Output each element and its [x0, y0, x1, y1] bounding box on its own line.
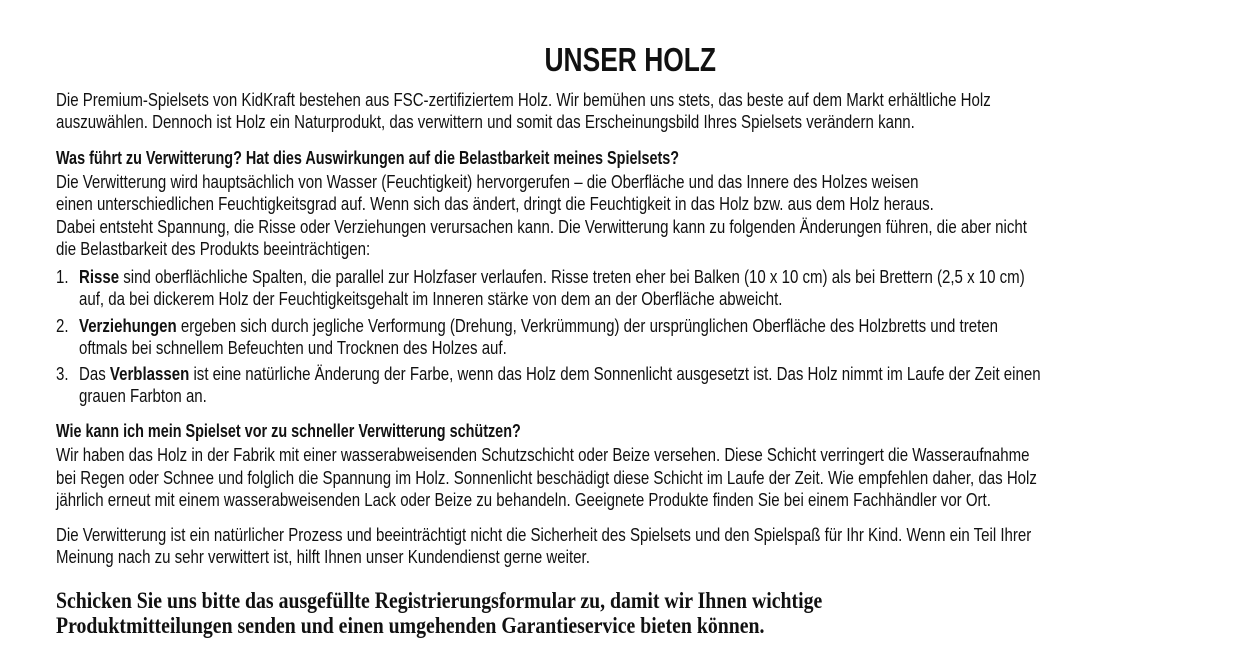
paragraph-text: die Belastbarkeit des Produkts beeinträchtigen:	[56, 239, 371, 259]
paragraph-text: Wir haben das Holz in der Fabrik mit einer wasserabweisenden Schutzschicht oder Beize versehen. Diese Schicht verringert die Wasseraufnahme	[56, 445, 1030, 465]
section-heading-text: Wie kann ich mein Spielset vor zu schneller Verwitterung schützen?	[56, 421, 521, 441]
section-heading-protection	[56, 420, 637, 442]
list-item-verblassen-cont	[79, 385, 232, 407]
list-text: ergeben sich durch jegliche Verformung (Drehung, Verkrümmung) der ursprünglichen Oberfläche des Holzbretts und treten	[176, 316, 998, 336]
list-number-text: 2.	[56, 316, 69, 336]
section1-line-1	[56, 171, 1089, 193]
list-number-text: 3.	[56, 364, 69, 384]
list-term: Risse	[79, 267, 120, 287]
list-item-risse	[79, 266, 1212, 288]
section1-line-3	[56, 216, 1219, 238]
registration-notice-text: Produktmitteilungen senden und einen umgehenden Garantieservice bieten können.	[56, 613, 765, 638]
list-text: auf, da bei dickerem Holz der Feuchtigkeitsgehalt im Inneren stärke von dem an der Oberfläche abweicht.	[79, 289, 783, 309]
paragraph-text: Dabei entsteht Spannung, die Risse oder Verziehungen verursachen kann. Die Verwitterung kann zu folgenden Änderungen führen, die aber nicht	[56, 217, 1027, 237]
list-text: oftmals bei schnellem Befeuchten und Trocknen des Holzes auf.	[79, 338, 507, 358]
registration-notice-line-1	[56, 588, 947, 614]
closing-line-1	[56, 524, 1224, 546]
list-term: Verziehungen	[79, 316, 177, 336]
registration-notice-line-2	[56, 613, 880, 639]
section1-line-2	[56, 193, 1107, 215]
list-text: ist eine natürliche Änderung der Farbe, wenn das Holz dem Sonnenlicht ausgesetzt ist. Das Holz nimmt im Laufe der Zeit einen	[189, 364, 1041, 384]
closing-line-2	[56, 546, 695, 568]
list-item-number	[56, 266, 71, 288]
paragraph-text: jährlich erneut mit einem wasserabweisenden Lack oder Beize zu behandeln. Geeignete Produkte finden Sie bei einem Fachhändler vor Ort.	[56, 490, 991, 510]
page-title	[0, 40, 1260, 80]
registration-notice-text: Schicken Sie uns bitte das ausgefüllte Registrierungsformular zu, damit wir Ihnen wichtige	[56, 588, 823, 613]
list-term: Verblassen	[109, 364, 190, 384]
paragraph-text: bei Regen oder Schnee und folglich die Spannung im Holz. Sonnenlicht beschädigt diese Schicht im Laufe der Zeit. Wie empfehlen daher, das Holz	[56, 468, 1037, 488]
section2-line-3	[56, 489, 1176, 511]
section-heading-weathering	[56, 147, 835, 169]
list-item-number	[56, 315, 71, 337]
list-item-number	[56, 363, 71, 385]
list-item-verziehungen	[79, 315, 1180, 337]
intro-line-1	[56, 89, 1175, 111]
list-text: sind oberflächliche Spalten, die parallel zur Holzfaser verlaufen. Risse treten eher bei Balken (10 x 10 cm) als bei Brettern (2,5 x 10 cm)	[119, 267, 1025, 287]
section2-line-1	[56, 444, 1222, 466]
paragraph-text: Die Verwitterung wird hauptsächlich von Wasser (Feuchtigkeit) hervorgerufen – die Oberfläche und das Innere des Holzes weisen	[56, 172, 919, 192]
list-number-text: 1.	[56, 267, 69, 287]
paragraph-text: einen unterschiedlichen Feuchtigkeitsgrad auf. Wenn sich das ändert, dringt die Feuchtigkeit in das Holz bzw. aus dem Holz heraus.	[56, 194, 934, 214]
list-prefix: Das	[79, 364, 110, 384]
list-item-verziehungen-cont	[79, 337, 591, 359]
list-item-risse-cont	[79, 288, 921, 310]
intro-text: auszuwählen. Dennoch ist Holz ein Naturprodukt, das verwittern und somit das Erscheinungsbild Ihres Spielsets verändern kann.	[56, 112, 915, 132]
paragraph-text: Meinung nach zu sehr verwittert ist, hilft Ihnen unser Kundendienst gerne weiter.	[56, 547, 590, 567]
list-text: grauen Farbton an.	[79, 386, 207, 406]
section2-line-2	[56, 467, 1231, 489]
paragraph-text: Die Verwitterung ist ein natürlicher Prozess und beeinträchtigt nicht die Sicherheit des Spielsets und den Spielspaß für Ihr Kind. Wenn ein Teil Ihrer	[56, 525, 1032, 545]
section1-line-4	[56, 238, 432, 260]
list-item-verblassen	[79, 363, 1231, 385]
intro-line-2	[56, 111, 1085, 133]
page-title-text: UNSER HOLZ	[544, 41, 716, 78]
section-heading-text: Was führt zu Verwitterung? Hat dies Auswirkungen auf die Belastbarkeit meines Spielsets?	[56, 148, 680, 168]
intro-text: Die Premium-Spielsets von KidKraft bestehen aus FSC-zertifiziertem Holz. Wir bemühen uns stets, das beste auf dem Markt erhältliche Holz	[56, 90, 991, 110]
